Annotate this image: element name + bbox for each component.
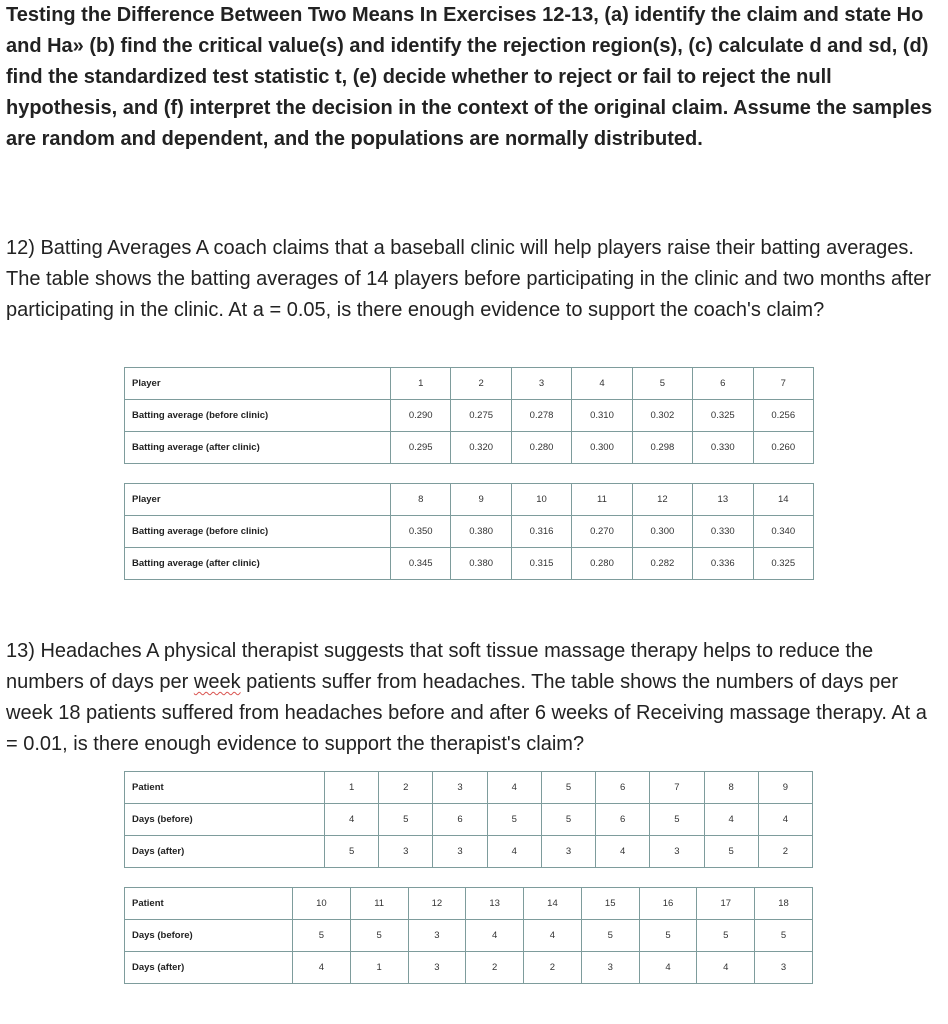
table-cell: 5	[350, 920, 408, 952]
exercise-13-prompt	[6, 636, 938, 760]
table-cell: 0.380	[451, 516, 511, 548]
table-cell: 0.330	[693, 432, 753, 464]
table-cell: 6	[693, 368, 753, 400]
table-cell: 6	[596, 804, 650, 836]
table-cell: 4	[596, 836, 650, 868]
row-label: Player	[125, 368, 391, 400]
table-cell: 4	[572, 368, 632, 400]
table-cell: 3	[581, 952, 639, 984]
table-row	[125, 432, 814, 464]
table-cell: 4	[487, 836, 541, 868]
table-cell: 0.300	[632, 516, 692, 548]
table-cell: 2	[758, 836, 812, 868]
row-label: Batting average (after clinic)	[125, 548, 391, 580]
table-cell: 4	[704, 804, 758, 836]
table-row	[125, 772, 813, 804]
table-cell: 2	[451, 368, 511, 400]
table-cell: 10	[293, 888, 351, 920]
table-cell: 12	[408, 888, 466, 920]
row-label: Days (before)	[125, 920, 293, 952]
batting-table-players-8-14	[124, 483, 814, 580]
table-row	[125, 888, 813, 920]
table-cell: 0.320	[451, 432, 511, 464]
row-label: Batting average (after clinic)	[125, 432, 391, 464]
table-cell: 0.315	[511, 548, 571, 580]
row-label: Patient	[125, 772, 325, 804]
table-cell: 4	[697, 952, 755, 984]
table-row	[125, 548, 814, 580]
table-cell: 4	[466, 920, 524, 952]
table-row	[125, 836, 813, 868]
table-cell: 0.282	[632, 548, 692, 580]
table-row	[125, 484, 814, 516]
exercise-12-prompt: 12) Batting Averages A coach claims that a baseball clinic will help players raise their batting averages. The table shows the batting averages of 14 players before participating in the clinic and two months after participating in the clinic. At a = 0.05, is there enough evidence to support the coach's claim?	[6, 237, 931, 321]
table-cell: 3	[433, 836, 487, 868]
table-cell: 2	[524, 952, 582, 984]
table-cell: 14	[524, 888, 582, 920]
table-cell: 0.345	[391, 548, 451, 580]
table-cell: 0.280	[572, 548, 632, 580]
table-cell: 17	[697, 888, 755, 920]
table-cell: 14	[753, 484, 813, 516]
table-cell: 7	[650, 772, 704, 804]
table-cell: 9	[758, 772, 812, 804]
table-cell: 0.302	[632, 400, 692, 432]
table-cell: 5	[487, 804, 541, 836]
table-cell: 2	[379, 772, 433, 804]
table-cell: 0.325	[753, 548, 813, 580]
table-cell: 1	[350, 952, 408, 984]
table-cell: 5	[704, 836, 758, 868]
row-label: Batting average (before clinic)	[125, 516, 391, 548]
table-cell: 0.295	[391, 432, 451, 464]
prompt-part-1: 13) Headaches A physical therapist suggests that soft tissue massage therapy helps to reduce the numbers of days per	[6, 640, 874, 693]
table-cell: 4	[487, 772, 541, 804]
row-label: Player	[125, 484, 391, 516]
table-cell: 3	[541, 836, 595, 868]
table-cell: 5	[650, 804, 704, 836]
table-cell: 3	[650, 836, 704, 868]
table-cell: 5	[293, 920, 351, 952]
table-cell: 0.280	[511, 432, 571, 464]
table-cell: 5	[541, 772, 595, 804]
table-cell: 5	[541, 804, 595, 836]
table-cell: 10	[511, 484, 571, 516]
table-row	[125, 368, 814, 400]
table-cell: 7	[753, 368, 813, 400]
table-cell: 3	[433, 772, 487, 804]
table-cell: 6	[433, 804, 487, 836]
table-cell: 0.316	[511, 516, 571, 548]
table-cell: 4	[293, 952, 351, 984]
row-label: Batting average (before clinic)	[125, 400, 391, 432]
table-cell: 8	[704, 772, 758, 804]
table-cell: 13	[693, 484, 753, 516]
table-cell: 11	[350, 888, 408, 920]
table-row	[125, 400, 814, 432]
table-cell: 5	[632, 368, 692, 400]
table-cell: 4	[325, 804, 379, 836]
table-cell: 0.325	[693, 400, 753, 432]
table-cell: 0.380	[451, 548, 511, 580]
table-cell: 0.300	[572, 432, 632, 464]
table-cell: 3	[755, 952, 813, 984]
table-cell: 0.330	[693, 516, 753, 548]
table-row	[125, 920, 813, 952]
table-cell: 5	[581, 920, 639, 952]
table-row	[125, 516, 814, 548]
table-cell: 4	[758, 804, 812, 836]
table-cell: 1	[391, 368, 451, 400]
table-cell: 0.298	[632, 432, 692, 464]
table-cell: 3	[408, 920, 466, 952]
table-cell: 5	[697, 920, 755, 952]
table-cell: 0.270	[572, 516, 632, 548]
table-cell: 4	[639, 952, 697, 984]
table-cell: 9	[451, 484, 511, 516]
table-cell: 16	[639, 888, 697, 920]
table-row	[125, 952, 813, 984]
table-cell: 0.310	[572, 400, 632, 432]
table-cell: 5	[379, 804, 433, 836]
table-cell: 0.256	[753, 400, 813, 432]
prompt-part-2: patients suffer from headaches. The table shows the numbers of days per week 18 patients suffered from headaches before and after 6 weeks of Receiving massage therapy. At a = 0.01, is there enough evidence to support the therapist's claim?	[6, 671, 927, 755]
table-cell: 6	[596, 772, 650, 804]
headache-table-patients-1-9	[124, 771, 813, 868]
instructions-paragraph: Testing the Difference Between Two Means In Exercises 12-13, (a) identify the claim and state Ho and Ha» (b) find the critical value(s) and identify the rejection region(s), (c) calculate d and sd, (d) find the standardized test statistic t, (e) decide whether to reject or fail to reject the null hypothesis, and (f) interpret the decision in the context of the original claim. Assume the samples are random and dependent, and the populations are normally distributed.	[6, 4, 933, 150]
row-label: Patient	[125, 888, 293, 920]
row-label: Days (before)	[125, 804, 325, 836]
table-cell: 3	[511, 368, 571, 400]
table-cell: 3	[408, 952, 466, 984]
table-row	[125, 804, 813, 836]
table-cell: 2	[466, 952, 524, 984]
row-label: Days (after)	[125, 836, 325, 868]
table-cell: 5	[639, 920, 697, 952]
table-cell: 0.260	[753, 432, 813, 464]
table-cell: 0.350	[391, 516, 451, 548]
table-cell: 11	[572, 484, 632, 516]
table-cell: 4	[524, 920, 582, 952]
batting-table-players-1-7	[124, 367, 814, 464]
table-cell: 0.340	[753, 516, 813, 548]
table-cell: 5	[325, 836, 379, 868]
table-cell: 0.275	[451, 400, 511, 432]
table-cell: 15	[581, 888, 639, 920]
table-cell: 5	[755, 920, 813, 952]
table-cell: 0.278	[511, 400, 571, 432]
table-cell: 13	[466, 888, 524, 920]
table-cell: 18	[755, 888, 813, 920]
table-cell: 12	[632, 484, 692, 516]
table-cell: 0.290	[391, 400, 451, 432]
table-cell: 0.336	[693, 548, 753, 580]
table-cell: 8	[391, 484, 451, 516]
table-cell: 1	[325, 772, 379, 804]
table-cell: 3	[379, 836, 433, 868]
headache-table-patients-10-18	[124, 887, 813, 984]
spellcheck-flagged-word: week	[193, 671, 241, 693]
row-label: Days (after)	[125, 952, 293, 984]
